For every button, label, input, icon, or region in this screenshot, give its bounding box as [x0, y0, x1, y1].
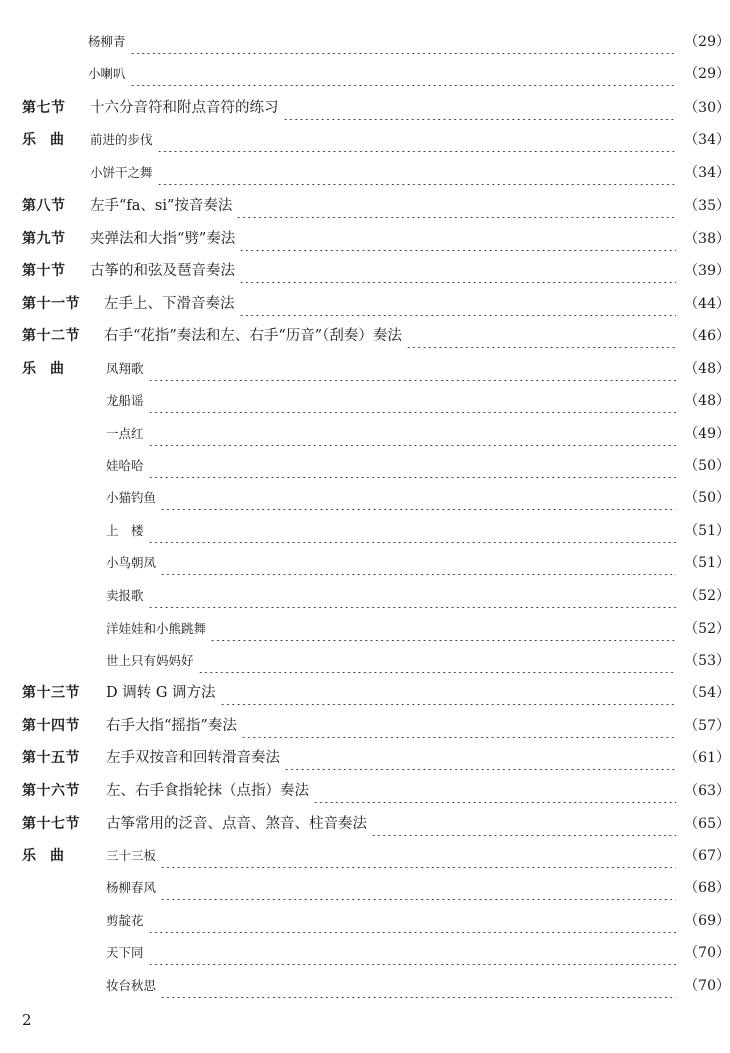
toc-title: 右手大指“摇指”奏法 [106, 718, 237, 734]
toc-entry [0, 389, 730, 413]
toc-title: 世上只有妈妈好 [106, 653, 194, 668]
toc-page: （39） [684, 263, 730, 279]
toc-page: （70） [684, 945, 730, 961]
toc-label-text: 乐 曲 [22, 361, 64, 377]
toc-page: （51） [684, 523, 730, 539]
dot-leader [239, 227, 676, 251]
toc-title: 左手双按音和回转滑音奏法 [106, 750, 280, 766]
dot-leader [220, 681, 676, 705]
page-number: 2 [22, 1011, 32, 1029]
dot-leader [236, 194, 676, 218]
toc-entry [0, 161, 730, 185]
toc-title: 剪靛花 [106, 913, 144, 928]
toc-title: 娃哈哈 [106, 458, 144, 473]
toc-title: 一点红 [106, 426, 144, 441]
toc-title: 小饼干之舞 [90, 165, 153, 180]
toc-section-label: 第十七节 [22, 816, 80, 832]
dot-leader [283, 96, 677, 120]
toc-section-label: 第七节 [22, 100, 66, 116]
toc-page: （65） [684, 816, 730, 832]
toc-entry [0, 292, 730, 316]
toc-section-label: 第九节 [22, 231, 66, 247]
toc-page: （52） [684, 588, 730, 604]
toc-entry [0, 584, 730, 608]
toc-entry [0, 617, 730, 641]
toc-page: （50） [684, 490, 730, 506]
toc-entry [0, 454, 730, 478]
dot-leader [241, 714, 676, 738]
toc-entry [0, 486, 730, 510]
toc-entry [0, 941, 730, 965]
toc-entry [0, 259, 730, 283]
toc-entry [0, 876, 730, 900]
toc-page: （29） [684, 66, 730, 82]
toc-title: 妆台秋思 [106, 978, 157, 993]
dot-leader [157, 161, 676, 185]
toc-page: （34） [684, 165, 730, 181]
toc-entry [0, 746, 730, 770]
toc-entry [0, 681, 730, 705]
dot-leader [210, 617, 676, 641]
toc-page: （63） [684, 783, 730, 799]
toc-entry [0, 519, 730, 543]
toc-title: 小鸟朝凤 [106, 555, 157, 570]
toc-page: （54） [684, 685, 730, 701]
toc-page: （50） [684, 458, 730, 474]
toc-section-label: 第十节 [22, 263, 66, 279]
dot-leader [160, 876, 676, 900]
toc-label-text: 乐 曲 [22, 848, 64, 864]
toc-page: （44） [684, 296, 730, 312]
toc-title: 前进的步伐 [90, 132, 153, 147]
toc-section-label: 第十六节 [22, 783, 80, 799]
toc-entry [0, 909, 730, 933]
toc-entry [0, 812, 730, 836]
toc-title: 三十三板 [106, 848, 157, 863]
toc-page: （57） [684, 718, 730, 734]
toc-entry [0, 422, 730, 446]
dot-leader [148, 422, 676, 446]
toc-title: 龙船谣 [106, 393, 144, 408]
toc-title: 古筝的和弦及琶音奏法 [90, 263, 235, 279]
toc-title: 上 楼 [106, 523, 144, 538]
toc-section-label: 第八节 [22, 198, 66, 214]
toc-title: 左手上、下滑音奏法 [104, 296, 235, 312]
toc-title: 凤翔歌 [106, 361, 144, 376]
toc-page: （48） [684, 393, 730, 409]
toc-title: 小喇叭 [88, 66, 126, 81]
toc-title: 夹弹法和大指“劈”奏法 [90, 231, 236, 247]
toc-title: 左、右手食指轮抹（点指）奏法 [106, 783, 309, 799]
toc-page: （61） [684, 750, 730, 766]
dot-leader [148, 454, 676, 478]
toc-entry [0, 128, 730, 152]
toc-section-label: 第十三节 [22, 685, 80, 701]
toc-entry [0, 227, 730, 251]
toc-entry [0, 714, 730, 738]
toc-title: 右手“花指”奏法和左、右手“历音”（刮奏）奏法 [104, 328, 402, 344]
dot-leader [148, 584, 676, 608]
toc-page: （68） [684, 880, 730, 896]
dot-leader [148, 909, 676, 933]
toc-title: D 调转 G 调方法 [106, 685, 216, 701]
dot-leader [160, 486, 676, 510]
toc-section-label: 第十一节 [22, 296, 80, 312]
toc-page: （38） [684, 231, 730, 247]
toc-section-label: 第十五节 [22, 750, 80, 766]
toc-page: （69） [684, 913, 730, 929]
toc-page: （30） [684, 100, 730, 116]
toc-title: 洋娃娃和小熊跳舞 [106, 621, 207, 636]
toc-title: 小猫钓鱼 [106, 490, 157, 505]
dot-leader [130, 62, 676, 86]
toc-section-label: 第十二节 [22, 328, 80, 344]
toc-entry [0, 324, 730, 348]
toc-page: （29） [684, 34, 730, 50]
dot-leader [160, 974, 676, 998]
toc-page: （52） [684, 621, 730, 637]
dot-leader [160, 551, 676, 575]
toc-entry [0, 551, 730, 575]
dot-leader [148, 389, 676, 413]
dot-leader [239, 292, 677, 316]
dot-leader [160, 844, 676, 868]
toc-page: （48） [684, 361, 730, 377]
toc-page: （34） [684, 132, 730, 148]
toc-title: 卖报歌 [106, 588, 144, 603]
toc-entry [0, 649, 730, 673]
dot-leader [239, 259, 676, 283]
dot-leader [198, 649, 676, 673]
toc-entry [0, 194, 730, 218]
dot-leader [406, 324, 676, 348]
toc-label-text: 乐 曲 [22, 132, 64, 148]
dot-leader [313, 779, 676, 803]
toc-entry [0, 62, 730, 86]
toc-page: （53） [684, 653, 730, 669]
dot-leader [371, 812, 676, 836]
dot-leader [148, 941, 676, 965]
toc-entry [0, 779, 730, 803]
toc-title: 杨柳春风 [106, 880, 157, 895]
dot-leader [148, 519, 676, 543]
toc-page: （70） [684, 978, 730, 994]
toc-page: （49） [684, 426, 730, 442]
dot-leader [284, 746, 676, 770]
dot-leader [148, 357, 676, 381]
toc-entry [0, 96, 730, 120]
toc-section-label: 第十四节 [22, 718, 80, 734]
toc-title: 杨柳青 [88, 34, 126, 49]
toc-title: 古筝常用的泛音、点音、煞音、柱音奏法 [106, 816, 367, 832]
toc-page: （51） [684, 555, 730, 571]
toc-title: 十六分音符和附点音符的练习 [90, 100, 279, 116]
toc-entry [0, 30, 730, 54]
toc-title: 天下同 [106, 945, 144, 960]
toc-entry [0, 357, 730, 381]
dot-leader [157, 128, 676, 152]
toc-entry [0, 844, 730, 868]
toc-title: 左手“fa、si”按音奏法 [90, 198, 233, 214]
toc-page: （46） [684, 328, 730, 344]
toc-entry [0, 974, 730, 998]
toc-page: （67） [684, 848, 730, 864]
toc-page: （35） [684, 198, 730, 214]
dot-leader [130, 30, 676, 54]
